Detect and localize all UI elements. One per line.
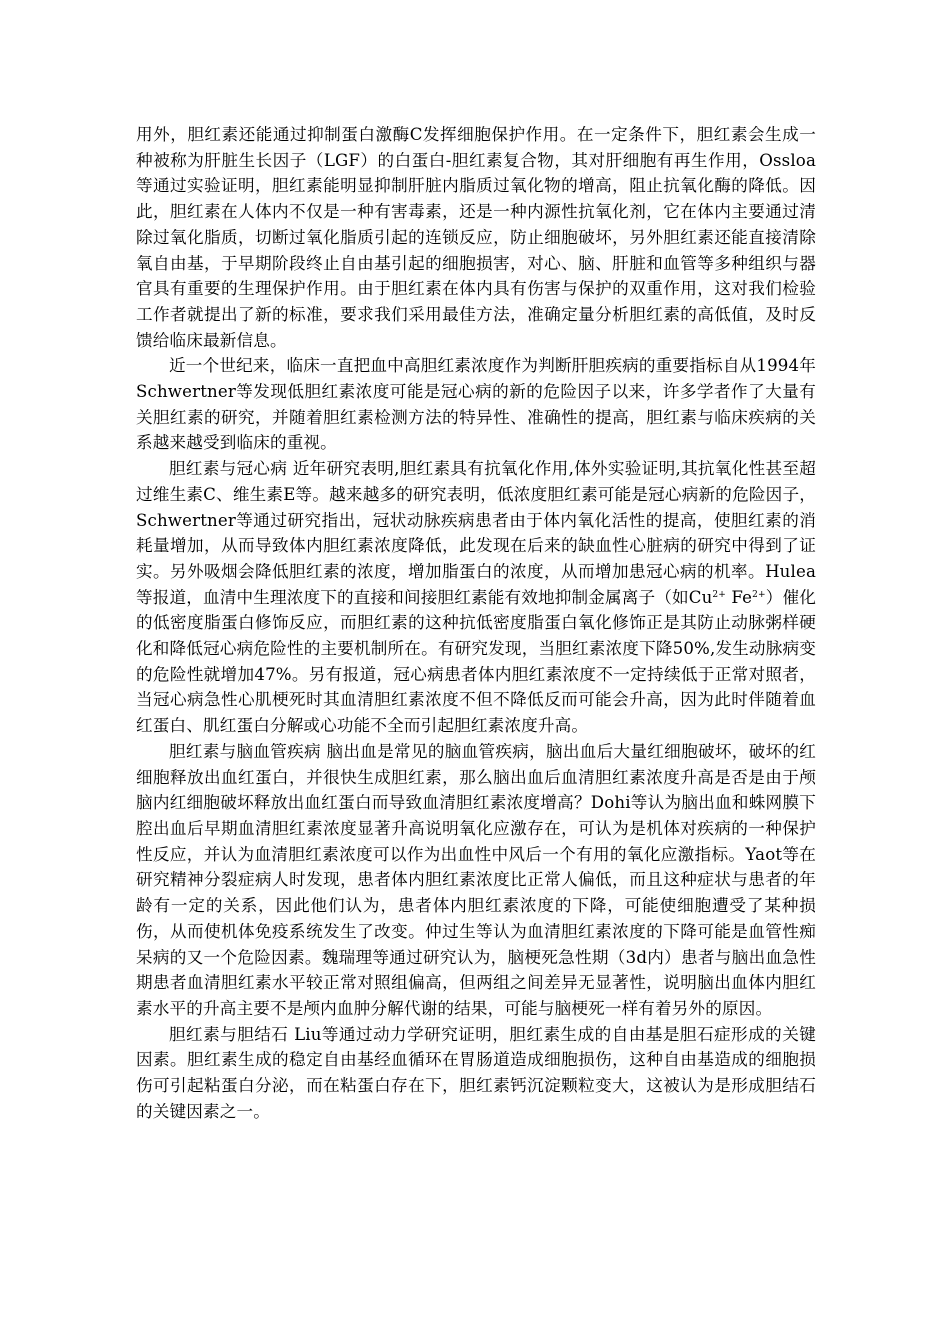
paragraph-text: 近年研究表明,胆红素具有抗氧化作用,体外实验证明,其抗氧化性甚至超过维生素C、维生素E等。越来越多的研究表明，低浓度胆红素可能是冠心病新的危险因子，Schwertner等通过研究指出，冠状动脉疾病患者由于体内氧化活性的提高，使胆红素的消耗量增加，从而导致体内胆红素浓度降低，此发现在后来的缺血性心脏病的研究中得到了证实。另外吸烟会降低胆红素的浓度，增加脂蛋白的浓度，从而增加患冠心病的机率。Hulea等报道，血清中生理浓度下的直接和间接胆红素能有效地抑制金属离子（如Cu — [136, 459, 816, 607]
paragraph-bilirubin-protective-role: 用外，胆红素还能通过抑制蛋白激酶C发挥细胞保护作用。在一定条件下，胆红素会生成一种被称为肝脏生长因子（LGF）的白蛋白-胆红素复合物，其对肝细胞有再生作用，Ossloa等通过实验证明，胆红素能明显抑制肝脏内脂质过氧化物的增高，阻止抗氧化酶的降低。因此，胆红素在人体内不仅是一种有害毒素，还是一种内源性抗氧化剂，它在体内主要通过清除过氧化脂质，切断过氧化脂质引起的连锁反应，防止细胞破坏，另外胆红素还能直接清除氧自由基，于早期阶段终止自由基引起的细胞损害，对心、脑、肝脏和血管等多种组织与器官具有重要的生理保护作用。由于胆红素在体内具有伤害与保护的双重作用，这对我们检验工作者就提出了新的标准，要求我们采用最佳方法，准确定量分析胆红素的高低值，及时反馈给临床最新信息。 — [136, 125, 816, 350]
paragraph-text: 脑出血是常见的脑血管疾病，脑出血后大量红细胞破坏，破坏的红细胞释放出血红蛋白，并很快生成胆红素，那么脑出血后血清胆红素浓度升高是否是由于颅脑内红细胞破坏释放出血红蛋白而导致血清胆红素浓度增高？Dohi等认为脑出血和蛛网膜下腔出血后早期血清胆红素浓度显著升高说明氧化应激存在，可认为是机体对疾病的一种保护性反应，并认为血清胆红素浓度可以作为出血性中风后一个有用的氧化应激指标。Yaot等在研究精神分裂症病人时发现，患者体内胆红素浓度比正常人偏低，而且这种症状与患者的年龄有一定的关系，因此他们认为，患者体内胆红素浓度的下降，可能使细胞遭受了某种损伤，从而使机体免疫系统发生了改变。仲过生等认为血清胆红素浓度的下降可能是血管性痴呆病的又一个危险因素。魏瑞理等通过研究认为，脑梗死急性期（3d内）患者与脑出血急性期患者血清胆红素水平较正常对照组偏高，但两组之间差异无显著性，说明脑出血体内胆红素水平的升高主要不是颅内血肿分解代谢的结果，可能与脑梗死一样有着另外的原因。 — [136, 741, 816, 1018]
paragraph-bilirubin-gallstones — [136, 1022, 816, 1125]
paragraph-bilirubin-cerebrovascular-disease — [136, 739, 816, 1022]
document-body — [136, 122, 816, 1124]
paragraph-text: Fe — [726, 587, 753, 607]
section-heading-cerebrovascular-disease: 胆红素与脑血管疾病 — [169, 741, 321, 761]
section-heading-coronary-heart-disease: 胆红素与冠心病 — [169, 459, 288, 479]
paragraph-text: ）催化的低密度脂蛋白修饰反应，而胆红素的这种抗低密度脂蛋白氧化修饰正是其防止动脉粥样硬化和降低冠心病危险性的主要机制所在。有研究发现，当胆红素浓度下降50%,发生动脉病变的危险性就增加47%。另有报道，冠心病患者体内胆红素浓度不一定持续低于正常对照者，当冠心病急性心肌梗死时其血清胆红素浓度不但不降低反而可能会升高，因为此时伴随着血红蛋白、肌红蛋白分解或心功能不全而引起胆红素浓度升高。 — [136, 587, 816, 736]
superscript-charge: 2+ — [712, 589, 726, 600]
superscript-charge: 2+ — [752, 589, 766, 600]
paragraph-bilirubin-research-history: 近一个世纪来，临床一直把血中高胆红素浓度作为判断肝胆疾病的重要指标自从1994年Schwertner等发现低胆红素浓度可能是冠心病的新的危险因子以来，许多学者作了大量有关胆红素的研究，并随着胆红素检测方法的特异性、准确性的提高，胆红素与临床疾病的关系越来越受到临床的重视。 — [136, 356, 816, 453]
section-heading-gallstones: 胆红素与胆结石 — [169, 1024, 289, 1044]
paragraph-text: Liu等通过动力学研究证明，胆红素生成的自由基是胆石症形成的关键因素。胆红素生成的稳定自由基经血循环在胃肠道造成细胞损伤，这种自由基造成的细胞损伤可引起粘蛋白分泌，而在粘蛋白存在下，胆红素钙沉淀颗粒变大，这被认为是形成胆结石的关键因素之一。 — [136, 1024, 816, 1121]
paragraph-bilirubin-coronary-heart-disease — [136, 456, 816, 739]
